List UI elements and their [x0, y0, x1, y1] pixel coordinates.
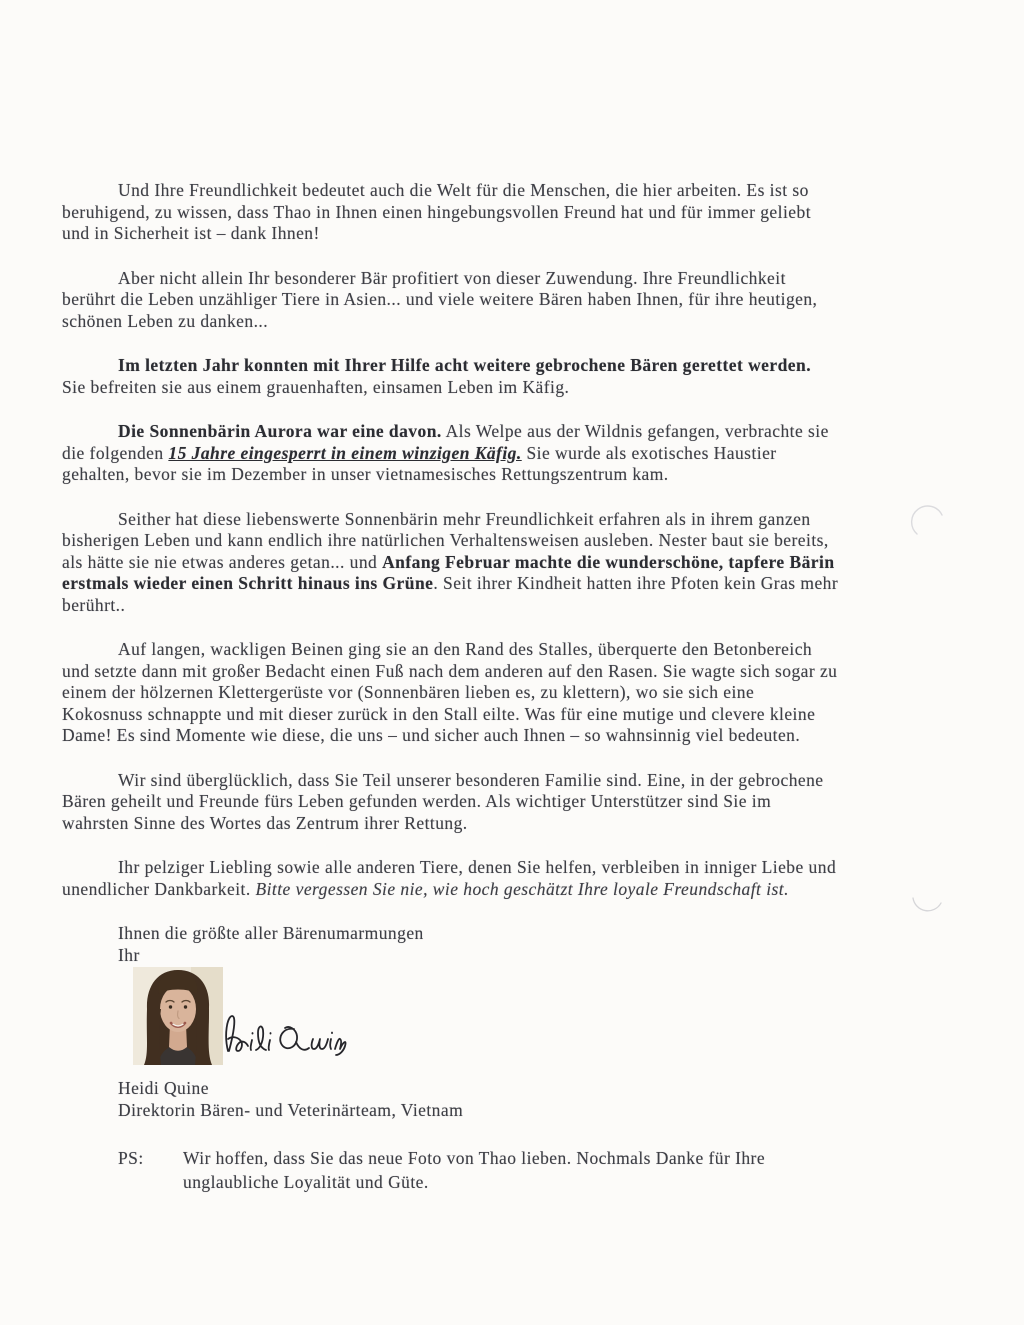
paragraph — [62, 770, 972, 835]
paragraph — [62, 421, 972, 486]
text-line: wahrsten Sinne des Wortes das Zentrum ihrer Rettung. — [62, 812, 468, 833]
text-line: als hätte sie nie etwas anderes getan... und Anfang Februar machte die wunderschöne, tapfere Bärin — [62, 551, 835, 572]
text-line: schönen Leben zu danken... — [62, 310, 269, 331]
letter-content — [62, 180, 972, 1194]
text-line: Kokosnuss schnappte und mit dieser zurück in den Stall eilte. Was für eine mutige und clevere kleine — [62, 703, 816, 724]
text-line: Auf langen, wackligen Beinen ging sie an den Rand des Stalles, überquerte den Betonbereich — [118, 639, 813, 659]
paragraph — [62, 355, 972, 398]
paragraph — [62, 639, 972, 747]
text-line: beruhigend, zu wissen, dass Thao in Ihnen einen hingebungsvollen Freund hat und für immer geliebt — [62, 201, 812, 222]
text-line: Im letzten Jahr konnten mit Ihrer Hilfe acht weitere gebrochene Bären gerettet werden. — [118, 355, 812, 375]
text-line: berührt die Leben unzähliger Tiere in Asien... und viele weitere Bären haben Ihnen, für ihre heutigen, — [62, 289, 818, 309]
text-line: Seither hat diese liebenswerte Sonnenbärin mehr Freundlichkeit erfahren als in ihrem ganzen — [118, 508, 811, 529]
portrait-illustration — [133, 967, 223, 1065]
text-line: Wir sind überglücklich, dass Sie Teil unserer besonderen Familie sind. Eine, in der gebrochene — [118, 769, 824, 790]
sender-title: Direktorin Bären- und Veterinärteam, Vietnam — [118, 1099, 464, 1120]
signature-block — [62, 967, 972, 1067]
sender-portrait-photo — [133, 967, 223, 1065]
text-line: Dame! Es sind Momente wie diese, die uns – und sicher auch Ihnen – so wahnsinnig viel bedeuten. — [62, 725, 801, 745]
text-line: einem der hölzernen Klettergerüste vor (Sonnenbären lieben es, zu klettern), wo sie sich eine — [62, 682, 755, 702]
text-line: und in Sicherheit ist – dank Ihnen! — [62, 223, 320, 243]
text-line: berührt.. — [62, 594, 126, 615]
text-line: Sie befreiten sie aus einem grauenhaften, einsamen Leben im Käfig. — [62, 376, 570, 397]
text-line: erstmals wieder einen Schritt hinaus ins Grüne. Seit ihrer Kindheit hatten ihre Pfoten kein Gras mehr — [62, 573, 839, 593]
sender-name: Heidi Quine — [118, 1078, 209, 1098]
ps-line-1: Wir hoffen, dass Sie das neue Foto von Thao lieben. Nochmals Danke für Ihre — [183, 1148, 766, 1168]
paragraph — [62, 268, 972, 333]
closing-line-1: Ihnen die größte aller Bärenumarmungen — [118, 923, 424, 943]
ps-line-2: unglaubliche Loyalität und Güte. — [183, 1171, 429, 1192]
text-line: Die Sonnenbärin Aurora war eine davon. Als Welpe aus der Wildnis gefangen, verbrachte sie — [118, 421, 829, 441]
text-line: Und Ihre Freundlichkeit bedeutet auch die Welt für die Menschen, die hier arbeiten. Es ist so — [118, 180, 809, 200]
postscript — [62, 1147, 972, 1194]
text-line: und setzte dann mit großer Bedacht einen Fuß nach dem anderen auf den Rasen. Sie wagte sich sogar zu — [62, 660, 838, 681]
letter-paragraphs — [62, 180, 972, 900]
text-line: gehalten, bevor sie im Dezember in unser vietnamesisches Rettungszentrum kam. — [62, 464, 669, 484]
text-line: Aber nicht allein Ihr besonderer Bär profitiert von dieser Zuwendung. Ihre Freundlichkeit — [118, 267, 786, 288]
text-line: Ihr pelziger Liebling sowie alle anderen Tiere, denen Sie helfen, verbleiben in inniger Liebe und — [118, 857, 837, 877]
paragraph — [62, 180, 972, 245]
text-line: die folgenden 15 Jahre eingesperrt in einem winzigen Käfig. Sie wurde als exotisches Haustier — [62, 442, 777, 463]
closing-line-2: Ihr — [118, 944, 140, 965]
handwritten-signature — [218, 1009, 350, 1057]
paragraph — [62, 509, 972, 617]
paragraph — [62, 857, 972, 900]
ps-label: PS: — [118, 1148, 144, 1168]
ps-text — [183, 1147, 765, 1194]
text-line: bisherigen Leben und kann endlich ihre natürlichen Verhaltensweisen ausleben. Nester baut sie bereits, — [62, 530, 829, 550]
text-line: Bären geheilt und Freunde fürs Leben gefunden werden. Als wichtiger Unterstützer sind Sie im — [62, 791, 772, 811]
closing-block — [62, 923, 972, 966]
text-line: unendlicher Dankbarkeit. Bitte vergessen Sie nie, wie hoch geschätzt Ihre loyale Freundschaft ist. — [62, 878, 789, 899]
